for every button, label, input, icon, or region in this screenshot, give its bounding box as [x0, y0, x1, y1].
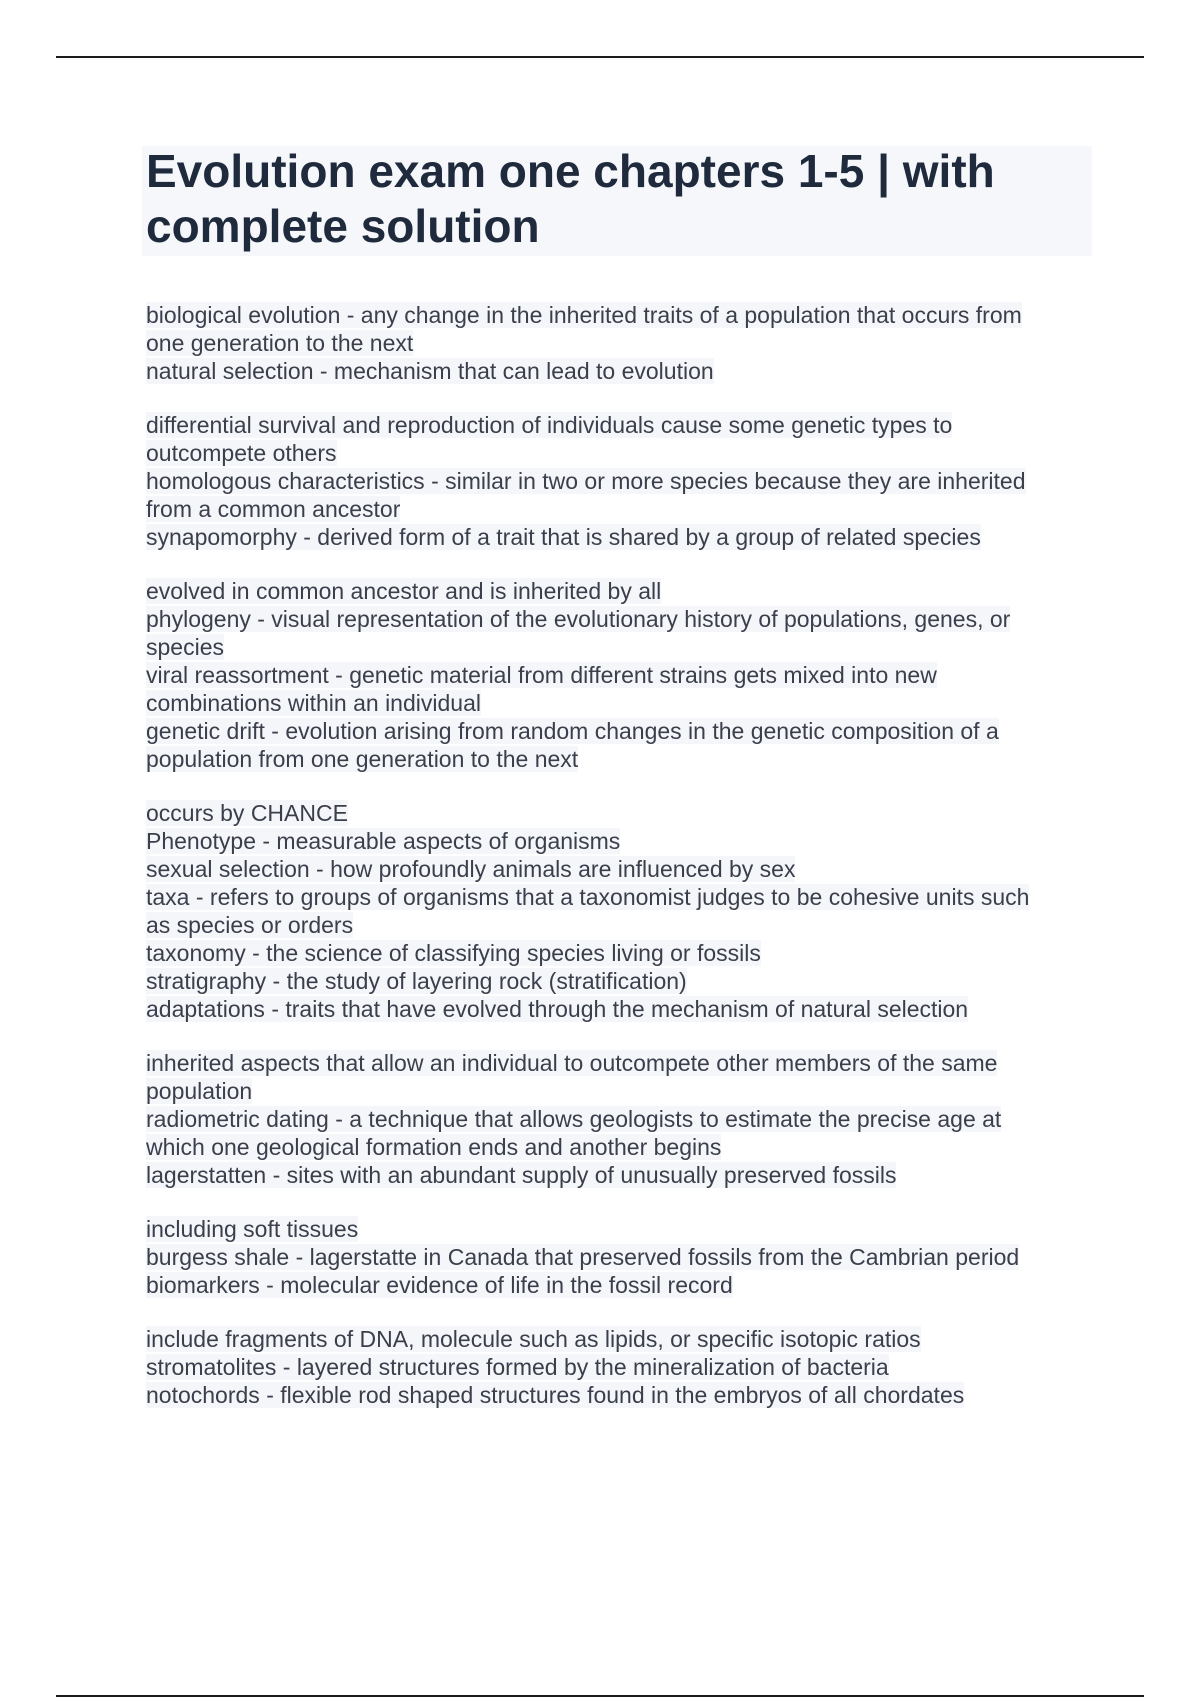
text-line: [146, 1105, 1096, 1133]
text-line: [146, 911, 1096, 939]
text-line-content: differential survival and reproduction of individuals cause some genetic types to: [146, 412, 953, 438]
text-line-content: biological evolution - any change in the inherited traits of a population that occurs from: [146, 302, 1022, 328]
paragraph-gap: [146, 551, 1096, 577]
text-line: [146, 523, 1096, 551]
text-line-content: synapomorphy - derived form of a trait that is shared by a group of related species: [146, 524, 981, 550]
text-line: [146, 467, 1096, 495]
text-line-content: viral reassortment - genetic material from different strains gets mixed into new: [146, 662, 937, 688]
text-line: [146, 439, 1096, 467]
text-line: [146, 883, 1096, 911]
text-line: [146, 1215, 1096, 1243]
text-line: [146, 329, 1096, 357]
title-line-1: Evolution exam one chapters 1-5 | with: [146, 145, 995, 197]
text-line-content: from a common ancestor: [146, 496, 401, 522]
text-line: [146, 689, 1096, 717]
text-line: [146, 1049, 1096, 1077]
text-line-content: radiometric dating - a technique that allows geologists to estimate the precise age at: [146, 1106, 1002, 1132]
text-line-content: which one geological formation ends and another begins: [146, 1134, 722, 1160]
text-line-content: outcompete others: [146, 440, 337, 466]
text-line-content: stratigraphy - the study of layering rock (stratification): [146, 968, 687, 994]
text-line-content: stromatolites - layered structures formed by the mineralization of bacteria: [146, 1354, 889, 1380]
text-line-content: notochords - flexible rod shaped structures found in the embryos of all chordates: [146, 1382, 965, 1408]
text-line-content: phylogeny - visual representation of the evolutionary history of populations, genes, or: [146, 606, 1011, 632]
text-line: [146, 967, 1096, 995]
paragraph-gap: [146, 385, 1096, 411]
text-line-content: include fragments of DNA, molecule such as lipids, or specific isotopic ratios: [146, 1326, 921, 1352]
text-line-content: biomarkers - molecular evidence of life in the fossil record: [146, 1272, 733, 1298]
text-line: [146, 745, 1096, 773]
text-line-content: burgess shale - lagerstatte in Canada that preserved fossils from the Cambrian period: [146, 1244, 1020, 1270]
text-line: [146, 1243, 1096, 1271]
text-line: [146, 661, 1096, 689]
text-line: [146, 411, 1096, 439]
text-line: [146, 633, 1096, 661]
text-line-content: sexual selection - how profoundly animals are influenced by sex: [146, 856, 796, 882]
text-line-content: lagerstatten - sites with an abundant supply of unusually preserved fossils: [146, 1162, 897, 1188]
text-line: [146, 605, 1096, 633]
text-line-content: genetic drift - evolution arising from random changes in the genetic composition of a: [146, 718, 999, 744]
text-line-content: species: [146, 634, 224, 660]
text-line: [146, 1325, 1096, 1353]
text-line-content: inherited aspects that allow an individual to outcompete other members of the same: [146, 1050, 998, 1076]
text-line-content: population: [146, 1078, 253, 1104]
text-line: [146, 1077, 1096, 1105]
text-line-content: Phenotype - measurable aspects of organisms: [146, 828, 621, 854]
text-line: [146, 1353, 1096, 1381]
text-line-content: natural selection - mechanism that can lead to evolution: [146, 358, 714, 384]
text-line: [146, 995, 1096, 1023]
text-line-content: taxa - refers to groups of organisms that a taxonomist judges to be cohesive units such: [146, 884, 1030, 910]
text-line: [146, 357, 1096, 385]
top-divider: [56, 56, 1144, 58]
text-line: [146, 1161, 1096, 1189]
text-line: [146, 1271, 1096, 1299]
text-line-content: population from one generation to the next: [146, 746, 579, 772]
text-line: [146, 1133, 1096, 1161]
text-line-content: evolved in common ancestor and is inherited by all: [146, 578, 662, 604]
text-line-content: as species or orders: [146, 912, 354, 938]
paragraph-gap: [146, 773, 1096, 799]
text-line-content: one generation to the next: [146, 330, 414, 356]
text-line: [146, 1381, 1096, 1409]
text-line: [146, 799, 1096, 827]
text-line: [146, 577, 1096, 605]
text-line-content: occurs by CHANCE: [146, 800, 348, 826]
text-line-content: including soft tissues: [146, 1216, 359, 1242]
bottom-divider: [56, 1695, 1144, 1697]
text-line-content: taxonomy - the science of classifying species living or fossils: [146, 940, 761, 966]
paragraph-gap: [146, 1023, 1096, 1049]
document-body: [146, 301, 1096, 1409]
text-line-content: adaptations - traits that have evolved through the mechanism of natural selection: [146, 996, 969, 1022]
title-line-2: complete solution: [146, 200, 540, 252]
text-line: [146, 939, 1096, 967]
text-line: [146, 495, 1096, 523]
text-line: [146, 855, 1096, 883]
text-line: [146, 717, 1096, 745]
document-title: [146, 144, 1086, 254]
paragraph-gap: [146, 1189, 1096, 1215]
text-line-content: homologous characteristics - similar in two or more species because they are inherited: [146, 468, 1026, 494]
text-line: [146, 827, 1096, 855]
text-line: [146, 301, 1096, 329]
text-line-content: combinations within an individual: [146, 690, 481, 716]
paragraph-gap: [146, 1299, 1096, 1325]
